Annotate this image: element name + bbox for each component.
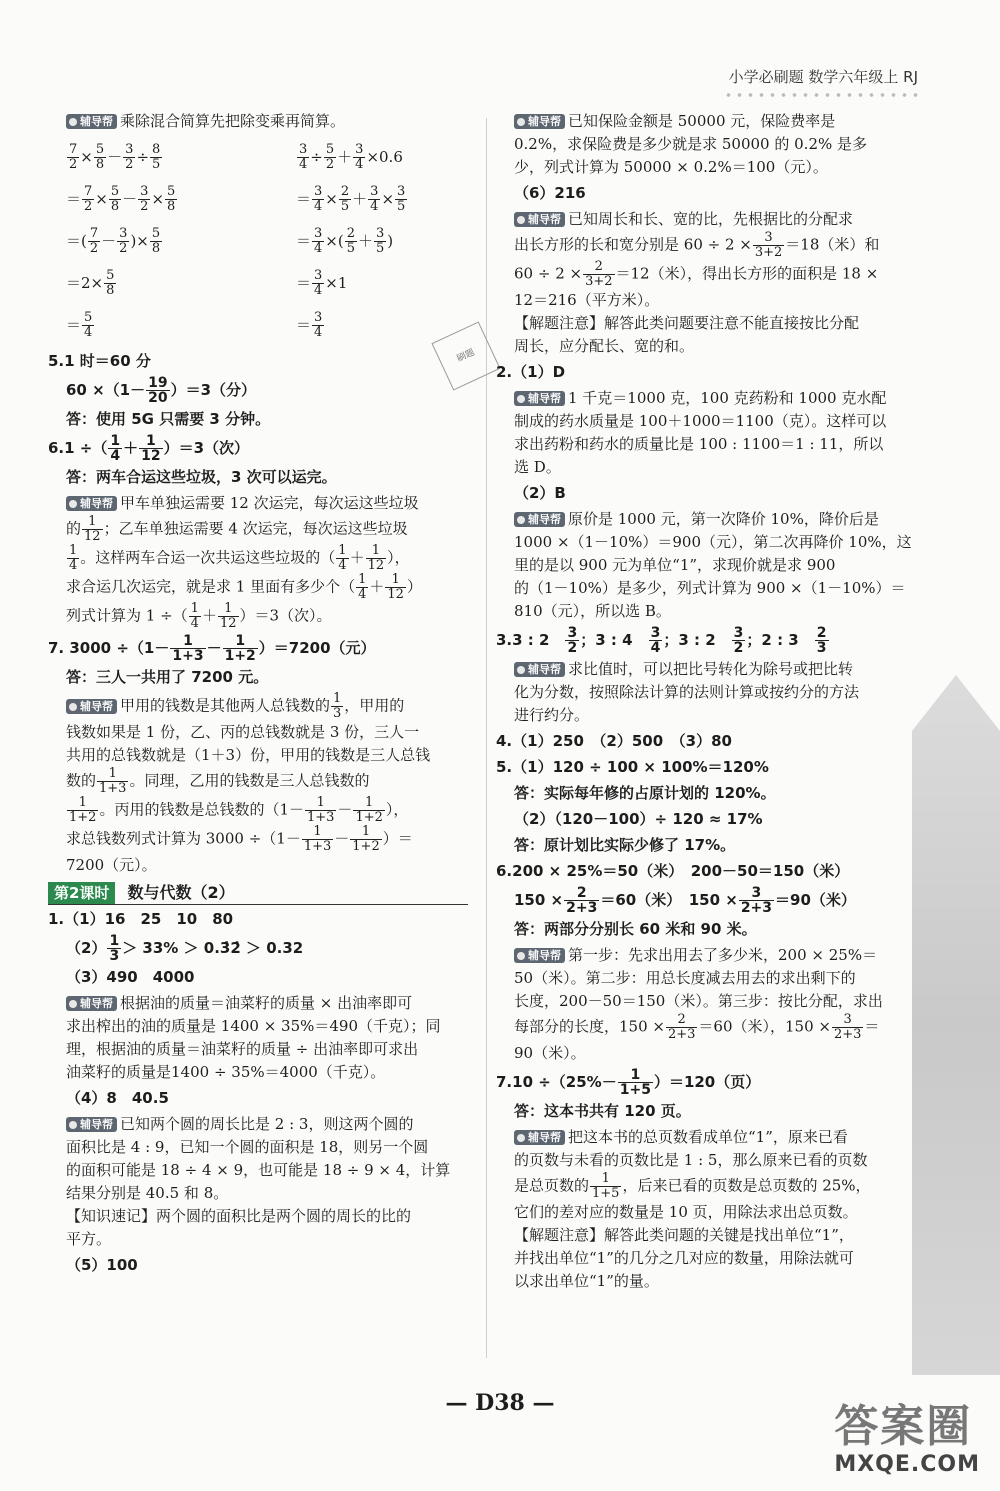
help-badge-icon: [69, 1121, 77, 1129]
r-q6: （6）216: [514, 184, 586, 202]
help-badge-icon: [69, 703, 77, 711]
help-badge-icon: [69, 500, 77, 508]
q5-calc: 60 ×（1－ $\frac{19}{20}$ ）＝3（分）: [66, 375, 257, 406]
header-title: 小学必刷题 数学六年级上 RJ: [728, 68, 918, 86]
q5-line: 5.1 时＝60 分: [48, 352, 151, 370]
s2-q1a: 1.（1）16 25 10 80: [48, 910, 234, 928]
r-help1: 辅导帮 已知保险金额是 50000 元，保险费率是 0.2%，求保险费是多少就是求 50000 的 0.2% 是多 少，列式计算为 50000 × 0.2%＝100（元）。: [514, 112, 868, 176]
s2-help: 辅导帮 根据油的质量＝油菜籽的质量 × 出油率即可 求出榨出的油的质量是 1400 × 35%＝490（千克）；同 理，根据油的质量＝油菜籽的质量 ÷ 出油率即可求出 油菜籽的质量是1400 ÷ 35%＝4000（千克）。: [66, 994, 441, 1081]
s2-q1c: （3）490 4000: [66, 968, 195, 986]
help-badge: 辅导帮: [66, 496, 117, 511]
r-q4: 4.（1）250 （2）500 （3）80: [496, 732, 732, 750]
q6-line: 6.1 ÷（ $\frac{1}{4}$ ＋ $\frac{1}{12}$ ）＝3（次）: [48, 433, 250, 464]
q6-answer: 答：两车合运这些垃圾，3 次可以运完。: [66, 468, 337, 486]
help-badge: 辅导帮: [514, 1130, 565, 1145]
calc-right: 3 4 ÷ 5 2 ＋ 3 4 ×0.6 ＝ 3 4 × 2 5 ＋ 3 4 × 3 5 ＝ 3 4 ×( 2 5 ＋ 3 5 ) ＝ 3 4 ×1 ＝ 3 4: [296, 141, 406, 340]
help-badge: 辅导帮: [514, 662, 565, 677]
s2-q1b: （2） $\frac{1}{3}$ ＞ 33% ＞ 0.3̇2̇ ＞ 0.32: [66, 933, 304, 964]
help-badge: 辅导帮: [514, 391, 565, 406]
r-help6: 辅导帮 第一步：先求出用去了多少米，200 × 25%＝ 50（米）。第二步：用总长度减去用去的求出剩下的 长度，200－50＝150（米）。第三步：按比分配，求出 每部分的长度，150 × $\frac{2}{2+3}$ ＝60（米），150 × $\frac{3}{2+3}$ ＝ 90（米）。: [514, 946, 883, 1062]
help-badge: 辅导帮: [514, 114, 565, 129]
column-divider: [486, 118, 487, 1358]
help-badge-icon: [517, 395, 525, 403]
calc-left: 7 2 × 5 8 － 3 2 ÷ 8 5 ＝ 7 2 × 5 8 － 3 2 × 5 8 ＝( 7 2 － 3 2 )× 5 8 ＝2× 5 8 ＝ 5 4: [66, 141, 176, 340]
help-badge-icon: [517, 516, 525, 524]
q7-answer: 答：三人一共用了 7200 元。: [66, 668, 269, 686]
help-badge: 辅导帮: [66, 699, 117, 714]
r-help4: 辅导帮 原价是 1000 元，第一次降价 10%，降价后是 1000 ×（1－10%）＝900（元），第二次再降价 10%，这 里的是以 900 元为单位“1”，求现价就是求 900 的（1－10%）是多少，列式计算为 900 ×（1－10%）＝ 810（元），所以选 B。: [514, 510, 912, 620]
side-decoration: [912, 675, 1000, 1375]
header-dots: [723, 92, 918, 98]
r-q2b: （2）B: [514, 484, 566, 502]
help-badge: 辅导帮: [66, 996, 117, 1011]
s2-q5: （5）100: [66, 1256, 138, 1274]
watermark-cn: 答案圈: [834, 1401, 973, 1452]
right-column: [496, 110, 912, 1296]
r-q5ans2: 答：原计划比实际少修了 17%。: [514, 836, 736, 854]
page-number: — D38 —: [445, 1390, 555, 1416]
calc-block: [48, 136, 468, 346]
q5-answer: 答：使用 5G 只需要 3 分钟。: [66, 410, 271, 428]
watermark: [834, 1402, 980, 1477]
q6-help: 辅导帮 甲车单独运需要 12 次运完，每次运这些垃圾 的 $\frac{1}{12}$ ；乙车单独运需要 4 次运完，每次运这些垃圾 $\frac{1}{4}$ 。这样两车合运一次共运这些垃圾的（ $\frac{1}{4}$ ＋ $\frac{1}{12}$ ）， 求合运几次运完，就是求 1 里面有多少个（ $\frac{1}{4}$ ＋ $\frac{1}{12}$ ） 列式计算为 1 ÷（ $\frac{1}{4}$ ＋ $\frac{1}{12}$ ）＝3（次）。: [66, 494, 422, 631]
r-q2a: 2.（1）D: [496, 363, 566, 381]
help-badge-icon: [517, 216, 525, 224]
r-q7: 7.10 ÷（25%－ $\frac{1}{1+5}$ ）＝120（页）: [496, 1067, 761, 1098]
r-q5a: 5.（1）120 ÷ 100 × 100%＝120%: [496, 758, 769, 776]
left-column: [48, 110, 468, 1280]
q7-help: 辅导帮 甲用的钱数是其他两人总钱数的 $\frac{1}{3}$ ，甲用的 钱数如果是 1 份，乙、丙的总钱数就是 3 份，三人一 共用的总钱数就是（1＋3）份，甲用的钱数是三人总钱 数的 $\frac{1}{1+3}$ 。同理，乙用的钱数是三人总钱数的 $\frac{1}{1+2}$ 。丙用的钱数是总钱数的（1－ $\frac{1}{1+3}$ － $\frac{1}{1+2}$ ）， 求总钱数列式计算为 3000 ÷（1－ $\frac{1}{1+3}$ － $\frac{1}{1+2}$ ）＝ 7200（元）。: [66, 691, 431, 874]
r-q3: 3.3 : 2 $\frac{3}{2}$ ；3 : 4 $\frac{3}{4}$ ；3 : 2 $\frac{3}{2}$ ；2 : 3 $\frac{2}{3}$: [496, 625, 827, 656]
help-badge: 辅导帮: [66, 114, 117, 129]
lesson-heading: [48, 881, 468, 905]
help-badge: 辅导帮: [514, 212, 565, 227]
r-help5: 辅导帮 求比值时，可以把比号转化为除号或把比转 化为分数，按照除法计算的法则计算或按约分的方法 进行约分。: [514, 660, 860, 724]
lesson-tag: 第2课时: [48, 882, 115, 904]
r-q7ans: 答：这本书共有 120 页。: [514, 1102, 691, 1120]
help-badge-icon: [69, 1000, 77, 1008]
q7-line: 7. 3000 ÷（1－ $\frac{1}{1+3}$ － $\frac{1}{1+2}$ ）＝7200（元）: [48, 633, 376, 664]
help-badge: 辅导帮: [514, 512, 565, 527]
r-help2: 辅导帮 已知周长和长、宽的比，先根据比的分配求 出长方形的长和宽分别是 60 ÷ 2 × $\frac{3}{3+2}$ ＝18（米）和 60 ÷ 2 × $\frac{2}{3+2}$ ＝12（米），得出长方形的面积是 18 × 12＝216（平方米）。 【解题注意】解答此类问题要注意不能直接按比分配 周长，应分配长、宽的和。: [514, 210, 880, 355]
help-line: 辅导帮 乘除混合简算先把除变乘再简算。: [48, 110, 468, 133]
r-help7: 辅导帮 把这本书的总页数看成单位“1”，原来已看 的页数与未看的页数比是 1 : 5，那么原来已看的页数 是总页数的 $\frac{1}{1+5}$ ，后来已看的页数是总页数的 25%， 它们的差对应的数量是 10 页，用除法求出总页数。 【解题注意】解答此类问题的关键是找出单位“1”， 并找出单位“1”的几分之几对应的数量，用除法就可 以求出单位“1”的量。: [514, 1128, 871, 1290]
watermark-en: MXQE.COM: [834, 1452, 980, 1477]
lesson-title: 数与代数（2）: [127, 883, 235, 902]
s2-q4: （4）8 40.5: [66, 1089, 169, 1107]
r-q6a: 6.200 × 25%＝50（米） 200－50＝150（米）: [496, 862, 850, 880]
help-badge-icon: [517, 118, 525, 126]
help-badge-icon: [517, 1134, 525, 1142]
help-badge: 辅导帮: [66, 1117, 117, 1132]
r-q5b: （2）（120－100）÷ 120 ≈ 17%: [514, 810, 763, 828]
help-badge-icon: [517, 666, 525, 674]
r-help3: 辅导帮 1 千克＝1000 克，100 克药粉和 1000 克水配 制成的药水质量是 100＋1000＝1100（克）。这样可以 求出药粉和药水的质量比是 100 : 1100＝1 : 11，所以 选 D。: [514, 389, 887, 476]
help-badge-icon: [69, 118, 77, 126]
stamp: 刷题: [431, 321, 500, 390]
r-q6b: 150 × $\frac{2}{2+3}$ ＝60（米） 150 × $\frac{3}{2+3}$ ＝90（米）: [514, 885, 856, 916]
r-q6ans: 答：两部分分别长 60 米和 90 米。: [514, 920, 757, 938]
s2-help2: 辅导帮 已知两个圆的周长比是 2 : 3，则这两个圆的 面积比是 4 : 9，已知一个圆的面积是 18，则另一个圆 的面积可能是 18 ÷ 4 × 9，也可能是 18 ÷ 9 × 4，计算 结果分别是 40.5 和 8。 【知识速记】两个圆的面积比是两个圆的周长的比的 平方。: [66, 1115, 451, 1248]
help-badge-icon: [517, 952, 525, 960]
r-q5ans: 答：实际每年修的占原计划的 120%。: [514, 784, 776, 802]
help-badge: 辅导帮: [514, 948, 565, 963]
